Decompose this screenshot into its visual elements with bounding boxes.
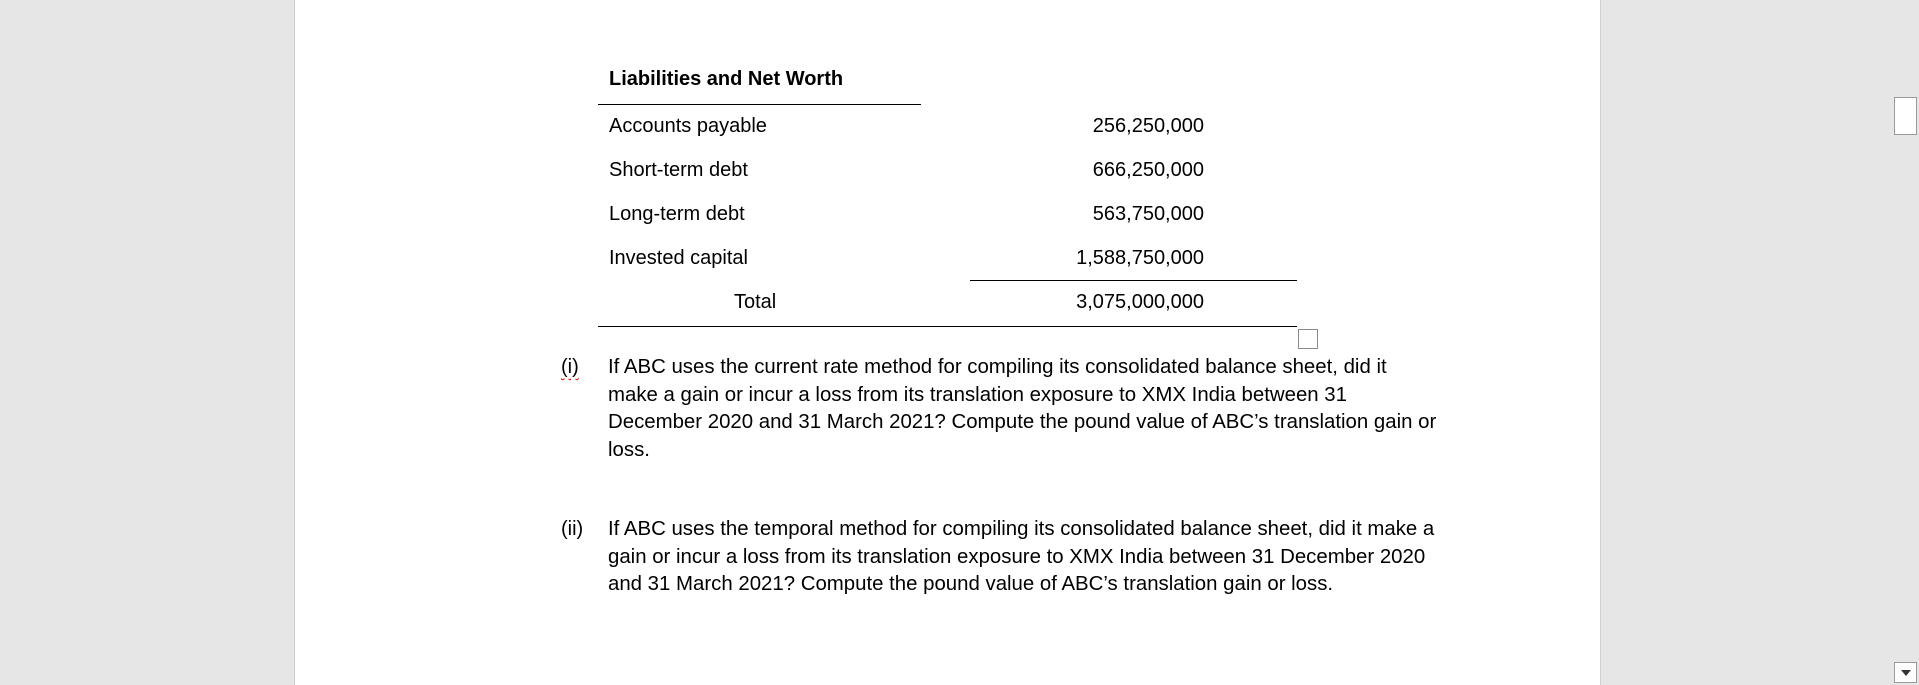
row-label-long-term-debt: Long-term debt [609, 203, 745, 225]
row-value-short-term-debt: 666,250,000 [1092, 159, 1204, 181]
question-label-i: (i) [561, 356, 579, 378]
question-label-ii: (ii) [561, 518, 584, 540]
scrollbar-thumb[interactable] [1894, 97, 1917, 135]
table-heading: Liabilities and Net Worth [609, 68, 844, 90]
total-value: 3,075,000,000 [1076, 291, 1204, 313]
row-label-accounts-payable: Accounts payable [609, 115, 767, 137]
row-value-accounts-payable: 256,250,000 [1092, 115, 1204, 137]
total-line [598, 326, 1297, 327]
heading-underline [598, 104, 921, 105]
row-value-long-term-debt: 563,750,000 [1092, 203, 1204, 225]
subtotal-line [970, 280, 1297, 281]
row-label-short-term-debt: Short-term debt [609, 159, 748, 181]
total-label: Total [734, 291, 777, 313]
question-text-ii: If ABC uses the temporal method for compiling its consolidated balance sheet, did it make a gain or incur a loss from its translation exposure to XMX India between 31 December 2020 and 31 March 2021? Compute the pound value of ABC’s translation gain or loss. [608, 518, 1435, 595]
scroll-down-button[interactable] [1894, 662, 1917, 683]
row-value-invested-capital: 1,588,750,000 [1076, 247, 1204, 269]
question-text-i: If ABC uses the current rate method for compiling its consolidated balance sheet, did it make a gain or incur a loss from its translation exposure to XMX India between 31 December 2020 and 31 March 2021? Compute the pound value of ABC’s translation gain or loss. [608, 356, 1437, 461]
chevron-down-icon [1901, 670, 1911, 676]
row-label-invested-capital: Invested capital [609, 247, 748, 269]
table-end-marker[interactable] [1298, 329, 1318, 349]
